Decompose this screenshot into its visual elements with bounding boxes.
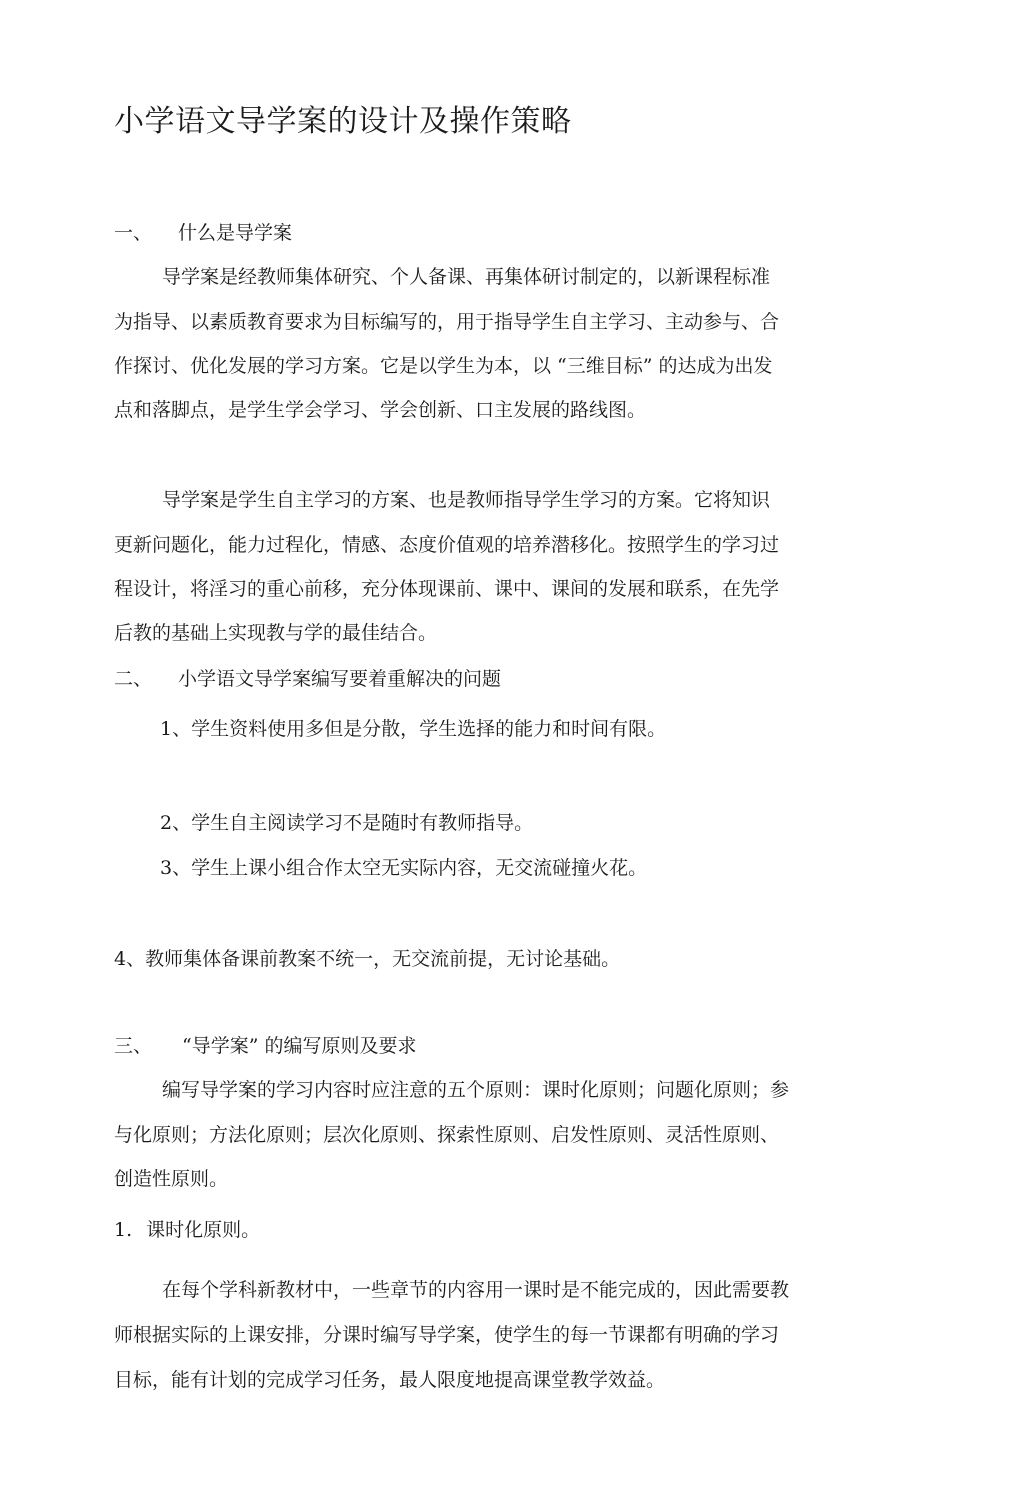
section-3-number: 三、 [114, 1035, 153, 1057]
section-3-para-1-line-3: 创造性原则。 [114, 1168, 229, 1190]
section-2-item-4: 4、教师集体备课前教案不统一，无交流前提，无讨论基础。 [114, 948, 621, 970]
section-3-title: “导学案” 的编写原则及要求 [182, 1035, 417, 1057]
section-3-para-1-line-1: 编写导学案的学习内容时应注意的五个原则：课时化原则；问题化原则；参 [162, 1079, 790, 1101]
section-1-para-2-line-2: 更新问题化，能力过程化，情感、态度价值观的培养潜移化。按照学生的学习过 [114, 534, 780, 556]
section-3-sub-1-heading [114, 1217, 260, 1243]
section-3-para-2-line-3: 目标，能有计划的完成学习任务，最人限度地提高课堂教学效益。 [114, 1369, 666, 1391]
section-1-para-2-line-4: 后教的基础上实现教与学的最佳结合。 [114, 622, 438, 644]
section-1-para-2-line-3: 程设计，将淫习的重心前移，充分体现课前、课中、课间的发展和联系，在先学 [114, 578, 780, 600]
section-3-heading [114, 1033, 416, 1059]
section-2-number: 二、 [114, 668, 153, 690]
section-1-para-1-line-4: 点和落脚点，是学生学会学习、学会创新、口主发展的路线图。 [114, 399, 647, 421]
section-2-heading [114, 666, 501, 692]
section-2-title: 小学语文导学案编写要着重解决的问题 [178, 668, 502, 690]
section-3-para-1-line-2: 与化原则；方法化原则；层次化原则、探索性原则、启发性原则、灵活性原则、 [114, 1124, 780, 1146]
section-1-para-1-line-2: 为指导、以素质教育要求为目标编写的，用于指导学生自主学习、主动参与、合 [114, 311, 780, 333]
section-1-heading [114, 220, 292, 246]
document-title: 小学语文导学案的设计及操作策略 [114, 104, 572, 139]
section-1-number: 一、 [114, 222, 153, 244]
section-1-title: 什么是导学案 [178, 222, 293, 244]
section-1-para-1-line-1: 导学案是经教师集体研究、个人备课、再集体研讨制定的，以新课程标准 [162, 266, 771, 288]
section-3-sub-1-title: 课时化原则。 [146, 1219, 261, 1241]
section-3-para-2-line-1: 在每个学科新教材中，一些章节的内容用一课时是不能完成的，因此需要教 [162, 1279, 790, 1301]
section-1-para-2-line-1: 导学案是学生自主学习的方案、也是教师指导学生学习的方案。它将知识 [162, 489, 771, 511]
section-2-item-3: 3、学生上课小组合作太空无实际内容，无交流碰撞火花。 [160, 857, 648, 879]
section-3-sub-1-number: 1. [114, 1219, 133, 1241]
section-2-item-2: 2、学生自主阅读学习不是随时有教师指导。 [160, 812, 534, 834]
section-3-para-2-line-2: 师根据实际的上课安排，分课时编写导学案，使学生的每一节课都有明确的学习 [114, 1324, 780, 1346]
section-1-para-1-line-3: 作探讨、优化发展的学习方案。它是以学生为本，以 “三维目标” 的达成为出发 [114, 355, 773, 377]
section-2-item-1: 1、学生资料使用多但是分散，学生选择的能力和时间有限。 [160, 718, 667, 740]
